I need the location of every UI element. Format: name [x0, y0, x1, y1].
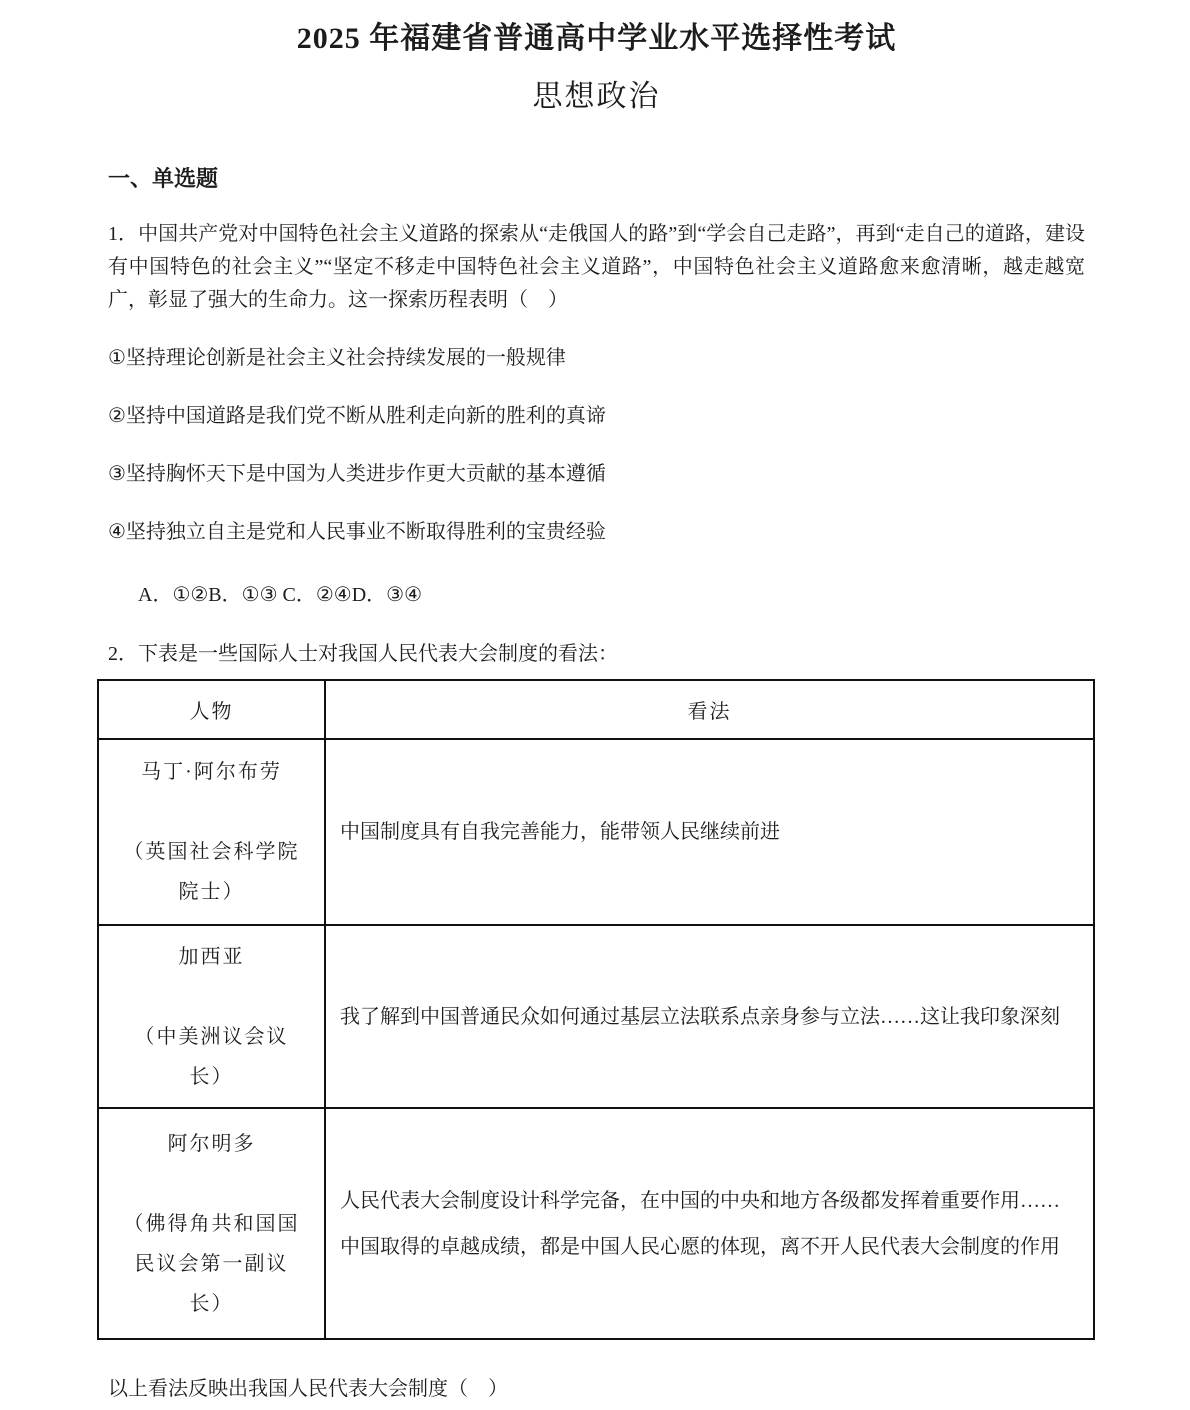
table-row — [98, 925, 1094, 1108]
person-name: 阿尔明多 — [167, 1132, 256, 1155]
page-title: 2025 年福建省普通高中学业水平选择性考试 — [296, 22, 897, 55]
person-affiliation-line: 长） — [189, 1292, 234, 1315]
view-cell: 人民代表大会制度设计科学完备，在中国的中央和地方各级都发挥着重要作用……中国取得的卓越成绩，都是中国人民心愿的体现，离不开人民代表大会制度的作用 — [325, 1108, 1094, 1339]
person-cell — [98, 1108, 325, 1339]
page-subtitle: 思想政治 — [532, 80, 661, 113]
person-cell — [98, 739, 325, 925]
question-2-intro: 2．下表是一些国际人士对我国人民代表大会制度的看法： — [108, 643, 618, 665]
column-header-view: 看法 — [325, 680, 1094, 739]
question-1-statement-1: ①坚持理论创新是社会主义社会持续发展的一般规律 — [108, 347, 566, 369]
person-affiliation-line: 长） — [189, 1065, 234, 1088]
persons-table — [97, 679, 1095, 1340]
person-cell — [98, 925, 325, 1108]
table-row — [98, 739, 1094, 925]
section-heading: 一、单选题 — [108, 166, 219, 191]
view-cell: 我了解到中国普通民众如何通过基层立法联系点亲身参与立法……这让我印象深刻 — [325, 925, 1094, 1108]
view-cell: 中国制度具有自我完善能力，能带领人民继续前进 — [325, 739, 1094, 925]
table-row — [98, 1108, 1094, 1339]
question-1-options: A．①②B．①③ C．②④D．③④ — [138, 584, 423, 606]
person-affiliation-line: （英国社会科学院 — [123, 841, 300, 863]
person-name: 马丁·阿尔布劳 — [141, 761, 282, 783]
question-1-statement-3: ③坚持胸怀天下是中国为人类进步作更大贡献的基本遵循 — [108, 463, 606, 485]
column-header-person: 人物 — [98, 680, 325, 739]
table-header-row — [98, 680, 1094, 739]
question-2-closing: 以上看法反映出我国人民代表大会制度（ ） — [108, 1378, 508, 1400]
person-affiliation-line: （佛得角共和国国 — [123, 1212, 300, 1235]
question-1-stem: 1．中国共产党对中国特色社会主义道路的探索从“走俄国人的路”到“学会自己走路”，再到“走自己的道路，建设有中国特色的社会主义”“坚定不移走中国特色社会主义道路”，中国特色社会主义道路愈来愈清晰，越走越宽广，彰显了强大的生命力。这一探索历程表明（ ） — [108, 223, 1085, 311]
person-name: 加西亚 — [178, 945, 245, 968]
person-affiliation-line: 院士） — [178, 881, 245, 903]
person-affiliation-line: （中美洲议会议 — [134, 1025, 289, 1048]
question-1-statement-2: ②坚持中国道路是我们党不断从胜利走向新的胜利的真谛 — [108, 405, 606, 427]
person-affiliation-line: 民议会第一副议 — [134, 1252, 289, 1275]
question-1-statement-4: ④坚持独立自主是党和人民事业不断取得胜利的宝贵经验 — [108, 521, 606, 543]
